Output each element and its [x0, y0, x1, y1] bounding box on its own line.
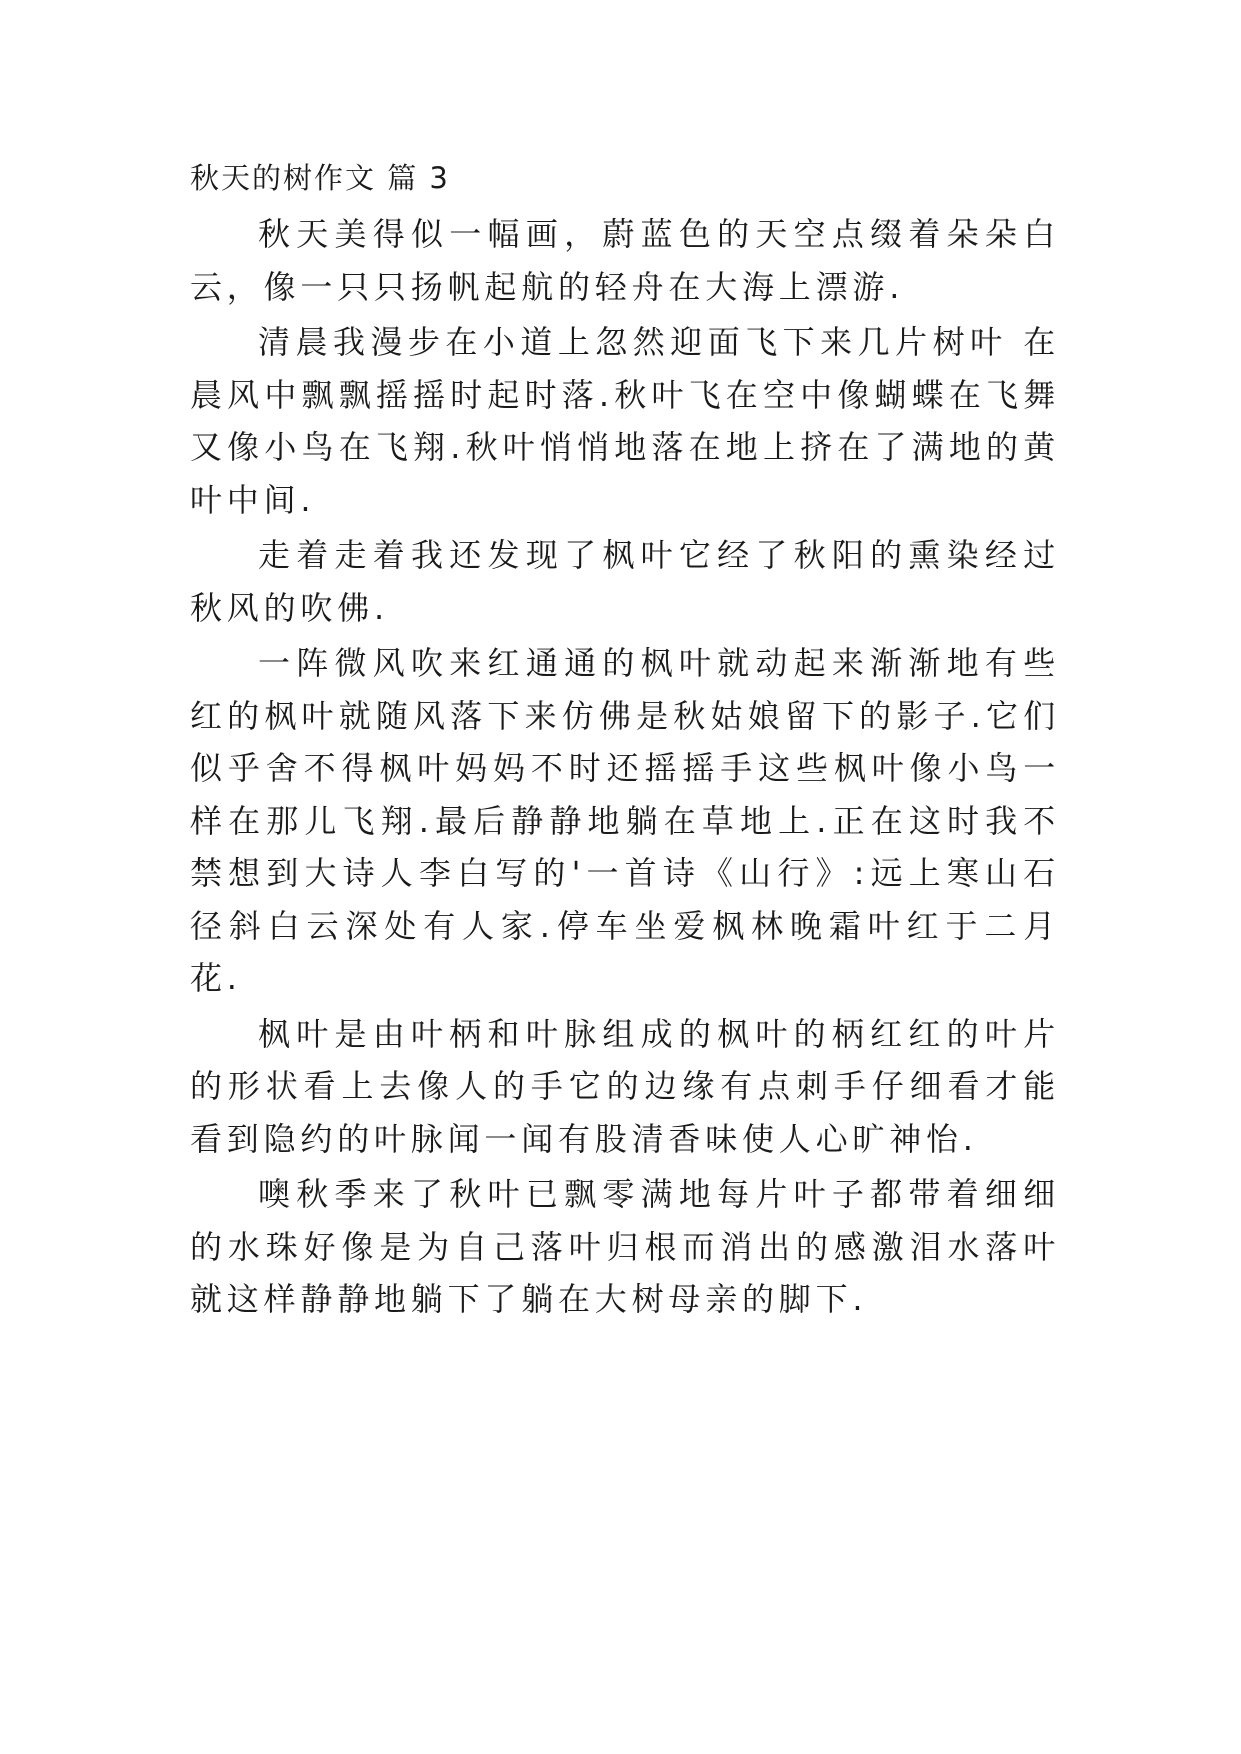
paragraph-1: 秋天美得似一幅画，蔚蓝色的天空点缀着朵朵白云，像一只只扬帆起航的轻舟在大海上漂游. [190, 215, 1060, 306]
essay-title: 秋天的树作文 篇 3 [190, 161, 450, 195]
paragraph-3: 走着走着我还发现了枫叶它经了秋阳的熏染经过秋风的吹佛. [190, 536, 1060, 627]
paragraph-6: 噢秋季来了秋叶已飘零满地每片叶子都带着细细的水珠好像是为自己落叶归根而消出的感激泪水落叶就这样静静地躺下了躺在大树母亲的脚下. [190, 1175, 1060, 1318]
paragraph-5: 枫叶是由叶柄和叶脉组成的枫叶的柄红红的叶片的形状看上去像人的手它的边缘有点刺手仔细看才能看到隐约的叶脉闻一闻有股清香味使人心旷神怡. [190, 1014, 1060, 1158]
paragraph-4: 一阵微风吹来红通通的枫叶就动起来渐渐地有些红的枫叶就随风落下来仿佛是秋姑娘留下的影子.它们似乎舍不得枫叶妈妈不时还摇摇手这些枫叶像小鸟一样在那儿飞翔.最后静静地躺在草地上.正在这时我不禁想到大诗人李白写的'一首诗《山行》:远上寒山石径斜白云深处有人家.停车坐爱枫林晚霜叶红于二月花. [190, 644, 1060, 997]
document-page [190, 158, 1060, 1329]
paragraph-2: 清晨我漫步在小道上忽然迎面飞下来几片树叶 在晨风中飘飘摇摇时起时落.秋叶飞在空中像蝴蝶在飞舞又像小鸟在飞翔.秋叶悄悄地落在地上挤在了满地的黄叶中间. [190, 323, 1060, 519]
